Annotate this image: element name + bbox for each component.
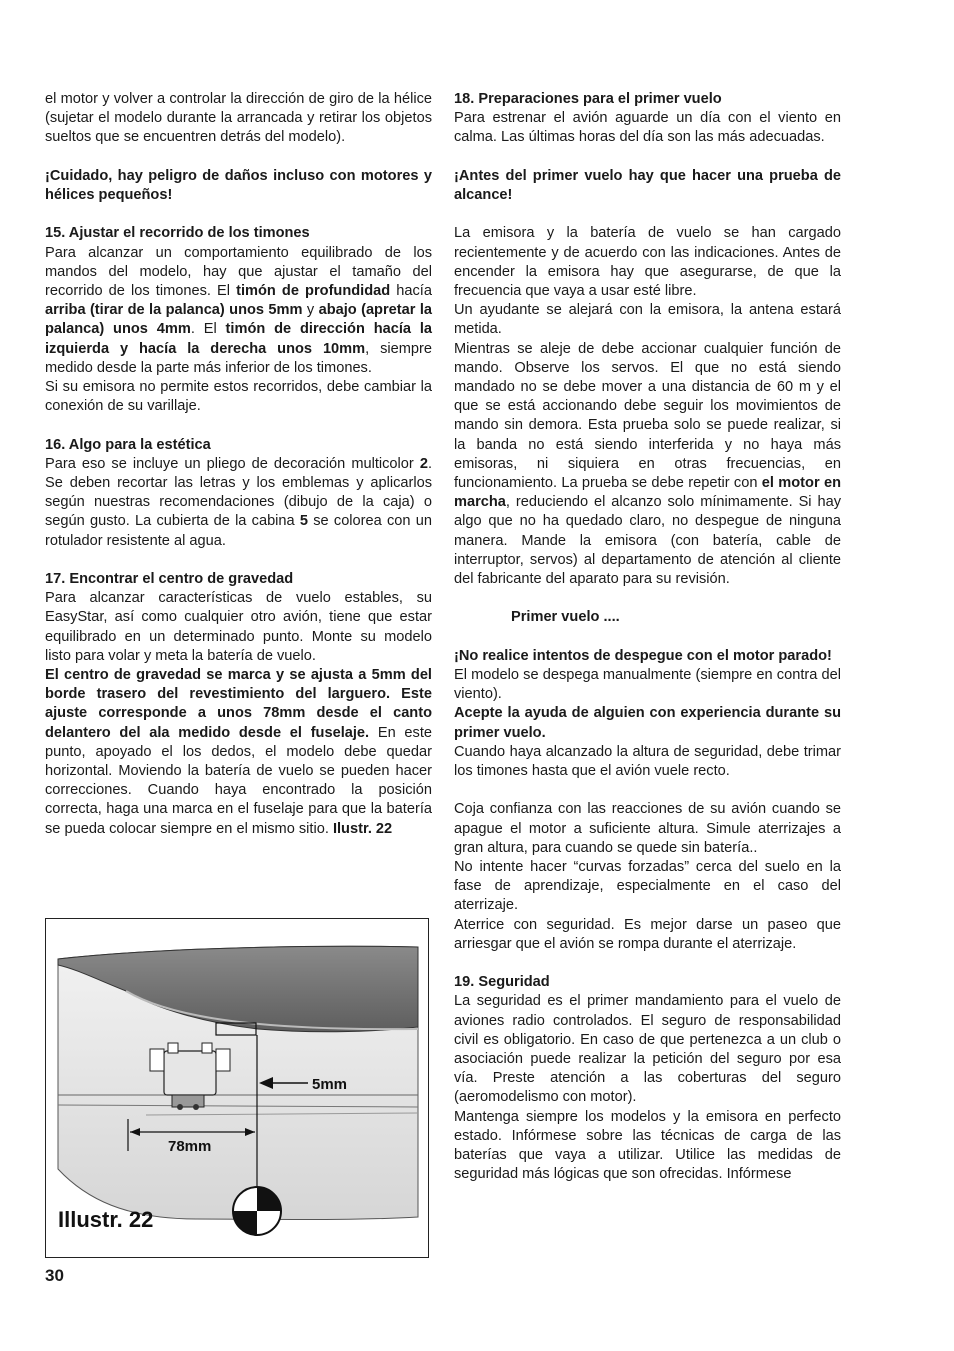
center-of-gravity-diagram	[46, 919, 427, 1256]
range-test-warning: ¡Antes del primer vuelo hay que hacer una prueba de alcance!	[454, 167, 841, 203]
illustration-22-figure	[45, 918, 429, 1258]
section-18-paragraph-2: La emisora y la batería de vuelo se han cargado recientemente y de acuerdo con las indicaciones. Antes de encender la emisora hay que asegurarse, de que la frecuencia que vaya a usar esté libre.	[454, 225, 841, 299]
label-5mm: 5mm	[312, 1076, 348, 1093]
first-flight-paragraph-3: Coja confianza con las reacciones de su avión cuando se apague el motor a suficiente altura. Simule aterrizajes a gran altura, para cuando se quede sin batería..	[454, 801, 841, 856]
page-number: 30	[45, 1266, 64, 1285]
first-flight-paragraph-2: Cuando haya alcanzado la altura de seguridad, debe trimar los timones hasta que el avión vuele recto.	[454, 743, 841, 780]
section-17-title: 17. Encontrar el centro de gravedad	[45, 571, 294, 588]
section-15-paragraph: Para alcanzar un comportamiento equilibrado de los mandos del modelo, hay que ajustar el tamaño del recorrido de los timones. El timón de profundidad hacía arriba (tirar de la palanca) unos 5mm y abajo (apretar la palanca) unos 4mm. El timón de dirección hacía la izquierda y hacía la derecha unos 10mm, siempre medido desde la parte más inferior de los timones.	[45, 244, 433, 376]
section-15-title: 15. Ajustar el recorrido de los timones	[45, 225, 310, 242]
no-takeoff-warning: ¡No realice intentos de despegue con el motor parado!	[454, 647, 832, 664]
right-column	[454, 90, 841, 1184]
first-flight-paragraph-5: Aterrice con seguridad. Es mejor darse un paseo que arriesgar que el avión se rompa durante el aterrizaje.	[454, 916, 841, 952]
section-18-paragraph-4: Mientras se aleje de debe accionar cualquier función de mando. Observe los servos. El que no está siendo mandado no se debe mover a una distancia de 60 m y el que se está accionando debe seguir los movimientos de mando sin demora. Esta prueba solo se puede realizar, si la banda no está siendo interferida y no haya más emisoras, ni siquiera en otras frecuencias, en funcionamiento. La prueba se debe repetir con el motor en marcha, reduciendo el alcanzo solo mínimamente. Si hay algo que no ha quedado claro, no despegue de ninguna manera. Mande la emisora (con batería, cable de interruptor, servos) al departamento de atención al cliente del fabricante del aparato para su revisión.	[454, 340, 842, 588]
section-17-bold-paragraph: El centro de gravedad se marca y se ajusta a 5mm del borde trasero del revestimiento del larguero. Este ajuste corresponde a unos 78mm desde el canto delantero del ala medido desde el fuselaje. En este punto, apoyado el los dedos, el modelo debe quedar horizontal. Moviendo la batería de vuelo se pueden hacer correcciones. Cuando haya encontrado la posición correcta, haga una marca en el fuselaje para que la batería se pueda colocar siempre en el mismo sitio. Ilustr. 22	[45, 667, 433, 837]
section-18-paragraph: Para estrenar el avión aguarde un día con el viento en calma. Las últimas horas del día son las más adecuadas.	[454, 110, 841, 146]
propeller-warning: ¡Cuidado, hay peligro de daños incluso con motores y hélices pequeños!	[45, 167, 432, 203]
label-78mm: 78mm	[168, 1138, 212, 1155]
section-15-paragraph-2: Si su emisora no permite estos recorridos, debe cambiar la conexión de su varillaje.	[45, 379, 432, 415]
first-flight-heading: Primer vuelo ....	[511, 609, 620, 626]
center-of-gravity-icon	[233, 1187, 281, 1235]
section-17-paragraph: Para alcanzar características de vuelo estables, su EasyStar, así como cualquier otro avión, tiene que estar equilibrado en un determinado punto. Monte su modelo listo para volar y meta la batería de vuelo.	[45, 590, 432, 664]
first-flight-bold: Acepte la ayuda de alguien con experiencia durante su primer vuelo.	[454, 705, 841, 741]
left-column	[45, 90, 432, 839]
section-16-paragraph: Para eso se incluye un pliego de decoración multicolor 2. Se deben recortar las letras y los emblemas y aplicarlos según nuestras recomendaciones (dibujo de la caja) o según gusto. La cubierta de la cabina 5 se colorea con un rotulador resistente al agua.	[45, 455, 432, 549]
section-18-title: 18. Preparaciones para el primer vuelo	[454, 91, 722, 107]
section-18-paragraph-3: Un ayudante se alejará con la emisora, la antena estará metida.	[454, 302, 841, 338]
first-flight-paragraph-4: No intente hacer “curvas forzadas” cerca del suelo en la fase de aprendizaje, especialmente en el caso del aterrizaje.	[454, 859, 841, 914]
first-flight-paragraph: El modelo se despega manualmente (siempre en contra del viento).	[454, 667, 841, 703]
section-19-paragraph-2: Mantenga siempre los modelos y la emisora en perfecto estado. Infórmese sobre las técnicas de carga de las baterías que vaya a utilizar. Utilice las medidas de seguridad más lógicas que son ofrecidas. Infórmese	[454, 1108, 841, 1183]
figure-caption: Illustr. 22	[58, 1207, 154, 1232]
intro-paragraph: el motor y volver a controlar la dirección de giro de la hélice (sujetar el modelo durante la arrancada y retirar los objetos sueltos que se encuentren detrás del modelo).	[45, 91, 432, 146]
section-19-title: 19. Seguridad	[454, 974, 550, 991]
section-16-title: 16. Algo para la estética	[45, 436, 211, 453]
section-19-paragraph: La seguridad es el primer mandamiento para el vuelo de aviones radio controlados. El seguro de responsabilidad civil es obligatorio. En caso de que pertenezca a un club o asociación puede realizar la petición del seguro por esa vía. Preste atención a las coberturas del seguro (aeromodelismo con motor).	[454, 993, 841, 1106]
